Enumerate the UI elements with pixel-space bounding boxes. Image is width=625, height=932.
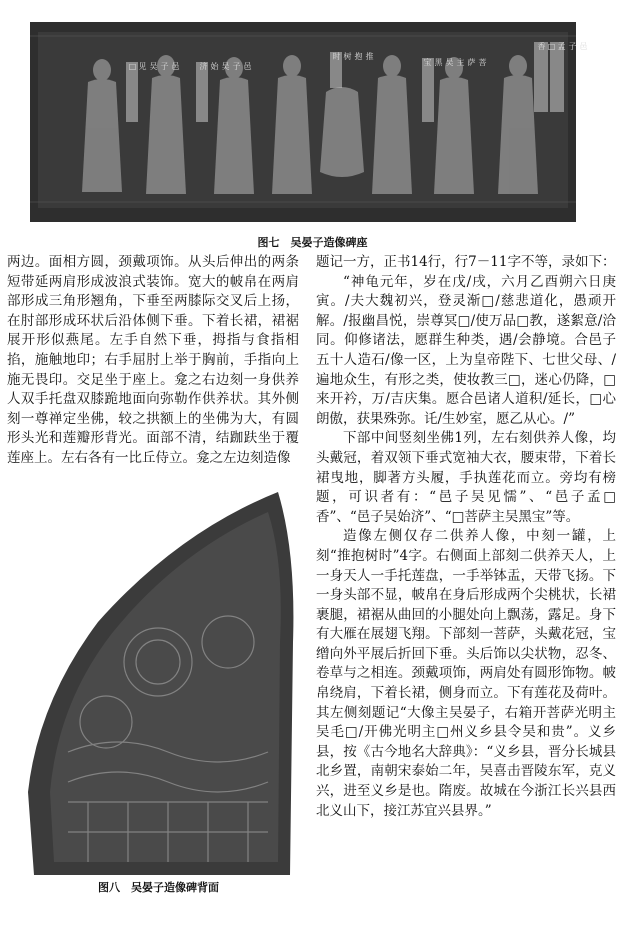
right-column <box>316 253 616 821</box>
right-intro: 题记一方，正书14行，行7－11字不等，录如下： <box>316 254 616 270</box>
label-4: 邑子孟□香 <box>537 42 588 51</box>
inscription-transcript: “神龟元年，岁在戊/戌，六月乙酉朔六日庚寅。/夫大魏初兴，登灵渐□/慈悲道化，愚顽开解。/报幽昌悦，崇尊冥□/使万品□教，遂絮意/洽同。仰修诸法，愿群生种类，遇/会静境。合邑子五十人造石/像一区，上为皇帝陛下、七世父母、/遍地众生，有形之类，使妆教三□，迷心仍降，□来开衿，万/吉庆集。愿合邑诸人道积/延长，□心朗傲，获果殊弥。讬/生妙室，愿乙从心。/” <box>316 273 616 427</box>
left-column <box>7 253 299 469</box>
figure8-rubbing <box>28 492 296 875</box>
label-3: 菩萨主吴黑宝 <box>423 58 487 66</box>
figure8-image <box>28 492 296 875</box>
label-1: 邑子吴见□ <box>128 62 180 71</box>
label-5: 推抱树时 <box>332 52 374 60</box>
left-paragraph: 两边。面相方圆，颈戴项饰。从头后伸出的两条短带延两肩形成波浪式装饰。宽大的帔帛在两肩部形成三角形翘角，下垂至两膝际交叉后上扬，在肘部形成环状后沿体侧下垂。下着长裙，裙裾展开形似燕尾。左手自然下垂，拇指与食指相掐，施触地印；右手屈肘上举于胸前，手指向上施无畏印。交足坐于座上。龛之右边刻一身供养人双手托盘双膝跪地面向弥勒作供养状。其外侧刻一尊禅定坐佛，较之拱额上的坐佛为大，有圆形头光和莲瓣形背光。面部不清，结跏趺坐于覆莲座上。左右各有一比丘侍立。龛之左边刻造像 <box>7 254 299 466</box>
right-paragraph-3: 造像左侧仅存二供养人像，中刻一罐，上刻“推抱树时”4字。右侧面上部刻二供养天人，上一身天人一手托莲盘，一手举钵盂，天带飞扬。下一身头部不显，帔帛在身后形成两个尖桃状，长裙裹腿，裙裾从曲回的小腿处向上飘荡，露足。身下有大雁在展翅飞翔。下部刻一菩萨，头戴花冠，宝缯向外平展后折回下垂。头后饰以尖状物，忍冬、卷草与之相连。颈戴项饰，两肩处有圆形饰物。帔帛绕肩，下着长裙，侧身而立。下有莲花及荷叶。其左侧刻题记“大像主吴晏子，右箱开菩萨光明主吴毛□/开佛光明主□州义乡县令吴和贵”。义乡县，按《古今地名大辞典》：“义乡县，晋分长城县北乡置，南朝宋泰始二年，吴喜击晋陵东军，克义兴，进至义乡是也。隋废。故城在今浙江长兴县西北义山下，接江苏宜兴县界。” <box>316 528 616 819</box>
right-paragraph-2: 下部中间竖刻坐佛1列，左右刻供养人像，均头戴冠，着双领下垂式宽袖大衣，腰束带，下着长裙曳地，脚著方头履，手执莲花而立。旁均有榜题，可识者有：“邑子吴见懦”、“邑子孟□香”、“邑子吴始济”、“□菩萨主吴黑宝”等。 <box>316 430 616 525</box>
figure7-image <box>30 22 576 222</box>
label-2: 邑子吴始济 <box>199 62 252 70</box>
figure8-caption: 图八 吴晏子造像碑背面 <box>98 881 219 894</box>
figure7-caption: 图七 吴晏子造像碑座 <box>257 236 368 249</box>
figure7-rubbing <box>30 22 576 222</box>
